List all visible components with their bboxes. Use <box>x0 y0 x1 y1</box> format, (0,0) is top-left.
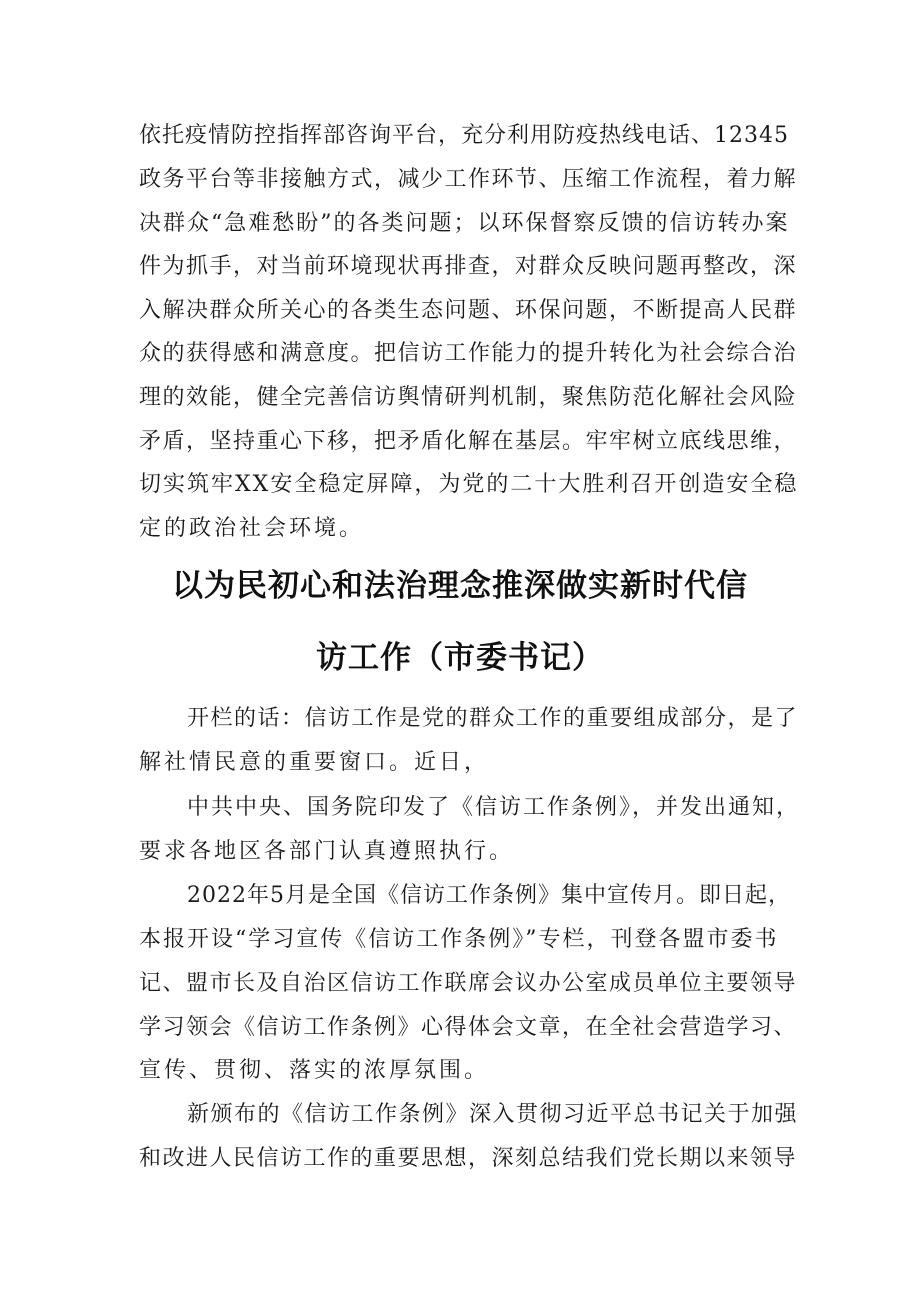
text-line: 理的效能，健全完善信访舆情研判机制，聚焦防范化解社会风险 <box>139 385 798 410</box>
text-line: 件为抓手，对当前环境现状再排查，对群众反映问题再整改，深 <box>139 254 798 279</box>
text-line: 要求各地区各部门认真遵照执行。 <box>139 839 515 864</box>
text-line: 2022年5月是全国《信访工作条例》集中宣传月。即日起， <box>187 883 791 908</box>
text-line: 矛盾，坚持重心下移，把矛盾化解在基层。牢牢树立底线思维， <box>139 429 798 454</box>
text-line: 中共中央、国务院印发了《信访工作条例》，并发出通知， <box>187 795 801 820</box>
text-line: 宣传、贯彻、落实的浓厚氛围。 <box>139 1058 490 1083</box>
text-line: 本报开设“学习宣传《信访工作条例》”专栏，刊登各盟市委书 <box>139 927 779 952</box>
text-line: 新颁布的《信访工作条例》深入贯彻习近平总书记关于加强 <box>187 1102 799 1127</box>
text-line: 学习领会《信访工作条例》心得体会文章，在全社会营造学习、 <box>139 1015 798 1040</box>
text-line: 入解决群众所关心的各类生态问题、环保问题，不断提高人民群 <box>139 298 798 323</box>
text-line: 定的政治社会环境。 <box>139 516 365 541</box>
text-line: 记、盟市长及自治区信访工作联席会议办公室成员单位主要领导 <box>139 971 798 996</box>
text-line: 和改进人民信访工作的重要思想，深刻总结我们党长期以来领导 <box>139 1146 798 1171</box>
text-line: 切实筑牢XX安全稳定屏障，为党的二十大胜利召开创造安全稳 <box>139 472 799 497</box>
text-line: 政务平台等非接触方式，减少工作环节、压缩工作流程，着力解 <box>139 167 798 192</box>
text-line: 众的获得感和满意度。把信访工作能力的提升转化为社会综合治 <box>139 341 798 366</box>
text-line: 决群众“急难愁盼”的各类问题；以环保督察反馈的信访转办案 <box>139 211 790 236</box>
text-line: 依托疫情防控指挥部咨询平台，充分利用防疫热线电话、12345 <box>139 123 789 148</box>
article-title-line: 访工作（市委书记） <box>316 640 604 676</box>
text-line: 开栏的话：信访工作是党的群众工作的重要组成部分，是了 <box>187 706 799 731</box>
article-title-line: 以为民初心和法治理念推深做实新时代信 <box>172 568 748 604</box>
text-line: 解社情民意的重要窗口。近日， <box>139 750 490 775</box>
